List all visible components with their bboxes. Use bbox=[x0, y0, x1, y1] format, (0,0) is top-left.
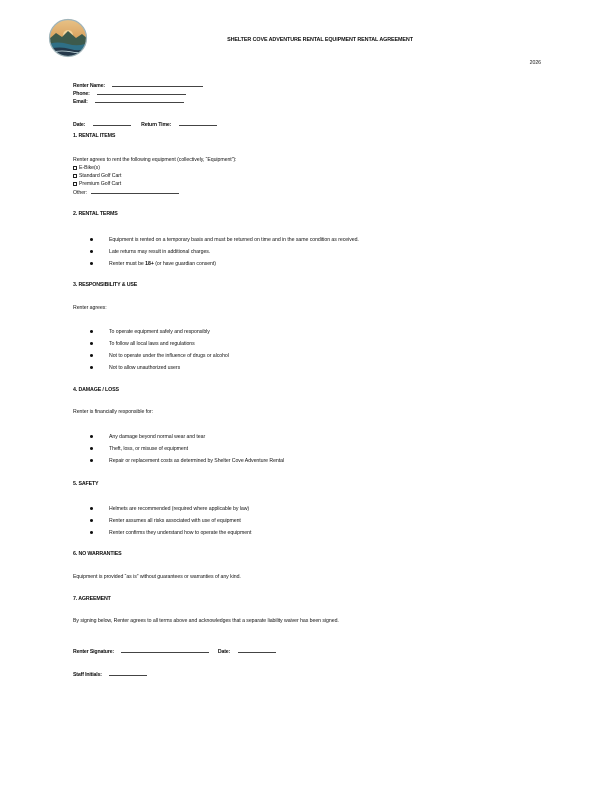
section-heading-agreement: 7. AGREEMENT bbox=[73, 596, 111, 602]
bullet-icon bbox=[90, 250, 93, 253]
section-heading-safety: 5. SAFETY bbox=[73, 481, 99, 487]
bullet-icon bbox=[90, 330, 93, 333]
option-premium-golf-cart[interactable]: Premium Golf Cart bbox=[73, 181, 121, 187]
responsibility-item: To operate equipment safely and responsibly bbox=[109, 329, 210, 335]
document-year: 2026 bbox=[529, 60, 541, 66]
safety-item: Renter assumes all risks associated with use of equipment bbox=[109, 518, 241, 524]
other-label: Other: bbox=[73, 190, 88, 196]
date-field[interactable] bbox=[93, 121, 131, 126]
bullet-icon bbox=[90, 354, 93, 357]
return-time-label: Return Time: bbox=[141, 122, 172, 128]
bullet-icon bbox=[90, 262, 93, 265]
section-heading-rental-terms: 2. RENTAL TERMS bbox=[73, 211, 118, 217]
staff-initials-field[interactable] bbox=[109, 671, 147, 676]
damage-item: Any damage beyond normal wear and tear bbox=[109, 434, 206, 440]
option-ebike[interactable]: E-Bike(s) bbox=[73, 165, 100, 171]
rental-items-intro: Renter agrees to rent the following equipment (collectively, “Equipment”): bbox=[73, 157, 237, 163]
bullet-icon bbox=[90, 342, 93, 345]
bullet-icon bbox=[90, 459, 93, 462]
staff-initials-label: Staff Initials: bbox=[73, 672, 102, 678]
date-return-row bbox=[73, 113, 217, 131]
rental-terms-item-age: Renter must be 18+ (or have guardian consent) bbox=[109, 261, 216, 267]
section-heading-damage: 4. DAMAGE / LOSS bbox=[73, 387, 119, 393]
section-heading-responsibility: 3. RESPONSIBILITY & USE bbox=[73, 282, 138, 288]
responsibility-item: Not to operate under the influence of drugs or alcohol bbox=[109, 353, 229, 359]
damage-intro: Renter is financially responsible for: bbox=[73, 409, 153, 415]
date-label: Date: bbox=[73, 122, 86, 128]
bullet-icon bbox=[90, 507, 93, 510]
responsibility-item: To follow all local laws and regulations bbox=[109, 341, 195, 347]
checkbox[interactable] bbox=[73, 182, 77, 186]
option-standard-golf-cart[interactable]: Standard Golf Cart bbox=[73, 173, 121, 179]
signature-date-field[interactable] bbox=[238, 648, 276, 653]
phone-label: Phone: bbox=[73, 91, 90, 97]
bullet-icon bbox=[90, 238, 93, 241]
responsibility-intro: Renter agrees: bbox=[73, 305, 107, 311]
checkbox[interactable] bbox=[73, 174, 77, 178]
document-title: SHELTER COVE ADVENTURE RENTAL EQUIPMENT RENTAL AGREEMENT bbox=[227, 37, 413, 43]
bullet-icon bbox=[90, 531, 93, 534]
bullet-icon bbox=[90, 366, 93, 369]
email-row bbox=[73, 90, 184, 108]
signature-field[interactable] bbox=[121, 648, 209, 653]
responsibility-item: Not to allow unauthorized users bbox=[109, 365, 181, 371]
safety-item: Renter confirms they understand how to operate the equipment bbox=[109, 530, 252, 536]
signature-label: Renter Signature: bbox=[73, 649, 114, 655]
checkbox[interactable] bbox=[73, 166, 77, 170]
damage-item: Repair or replacement costs as determined by Shelter Cove Adventure Rental bbox=[109, 458, 285, 464]
signature-row bbox=[73, 640, 276, 658]
section-heading-warranties: 6. NO WARRANTIES bbox=[73, 551, 122, 557]
return-time-field[interactable] bbox=[179, 121, 217, 126]
other-field[interactable] bbox=[91, 189, 179, 194]
warranties-text: Equipment is provided “as is” without guarantees or warranties of any kind. bbox=[73, 574, 241, 580]
rental-terms-item: Late returns may result in additional charges. bbox=[109, 249, 211, 255]
bullet-icon bbox=[90, 519, 93, 522]
rental-terms-item: Equipment is rented on a temporary basis and must be returned on time and in the same condition as received. bbox=[109, 237, 359, 243]
section-heading-rental-items: 1. RENTAL ITEMS bbox=[73, 133, 116, 139]
bullet-icon bbox=[90, 447, 93, 450]
email-field[interactable] bbox=[95, 98, 184, 103]
other-row bbox=[73, 189, 179, 196]
bullet-icon bbox=[90, 435, 93, 438]
agreement-text: By signing below, Renter agrees to all terms above and acknowledges that a separate liability waiver has been signed. bbox=[73, 618, 339, 624]
damage-item: Theft, loss, or misuse of equipment bbox=[109, 446, 188, 452]
renter-name-label: Renter Name: bbox=[73, 83, 105, 89]
email-label: Email: bbox=[73, 99, 88, 105]
safety-item: Helmets are recommended (required where applicable by law) bbox=[109, 506, 250, 512]
staff-initials-row bbox=[73, 663, 147, 681]
signature-date-label: Date: bbox=[217, 649, 231, 655]
